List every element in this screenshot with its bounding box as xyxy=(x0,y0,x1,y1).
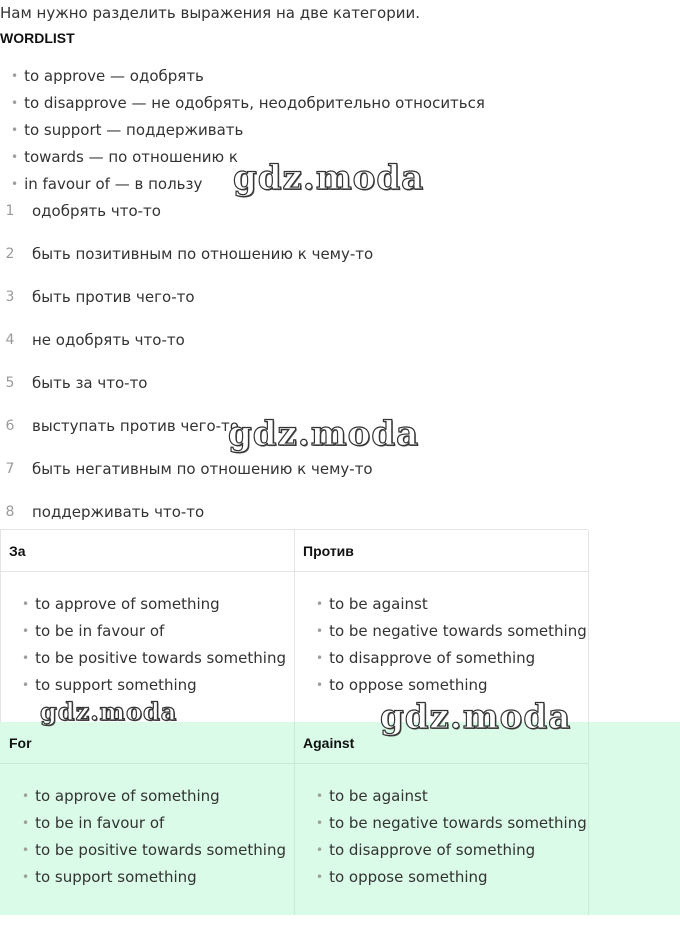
wordlist-item: • to support — поддерживать xyxy=(11,121,243,139)
wordlist-item: • to disapprove — не одобрять, неодобрительно относиться xyxy=(11,94,485,112)
task-text: одобрять что-то xyxy=(32,202,161,220)
task-text: быть негативным по отношению к чему-то xyxy=(32,460,373,478)
task-text: быть против чего-то xyxy=(32,288,195,306)
wordlist-item: • to approve — одобрять xyxy=(11,67,204,85)
wordlist-title: WORDLIST xyxy=(0,30,75,46)
wordlist-item: • towards — по отношению к xyxy=(11,148,238,166)
list-item: • to support something xyxy=(22,868,197,886)
list-item: • to disapprove of something xyxy=(316,841,535,859)
list-item: • to oppose something xyxy=(316,868,488,886)
task-number: 6 xyxy=(5,418,15,434)
list-item: • to approve of something xyxy=(22,595,220,613)
task-number: 3 xyxy=(5,289,15,305)
list-item: • to be in favour of xyxy=(22,814,164,832)
list-item: • to be positive towards something xyxy=(22,841,286,859)
list-item: • to be positive towards something xyxy=(22,649,286,667)
list-item: • to support something xyxy=(22,676,197,694)
list-item: • to be against xyxy=(316,787,428,805)
table-russian xyxy=(0,529,588,723)
task-number: 8 xyxy=(5,504,15,520)
list-item: • to oppose something xyxy=(316,676,488,694)
table-english xyxy=(0,722,680,915)
task-number: 1 xyxy=(5,203,15,219)
column-header-against: Against xyxy=(303,735,355,751)
watermark: gdz.moda xyxy=(380,697,572,737)
task-number: 2 xyxy=(5,246,15,262)
task-text: поддерживать что-то xyxy=(32,503,205,521)
task-text: быть за что-то xyxy=(32,374,148,392)
list-item: • to be negative towards something xyxy=(316,814,587,832)
task-text: выступать против чего-то xyxy=(32,417,239,435)
task-number: 5 xyxy=(5,375,15,391)
list-item: • to be in favour of xyxy=(22,622,164,640)
column-header-for-ru: За xyxy=(9,543,26,559)
list-item: • to approve of something xyxy=(22,787,220,805)
watermark: gdz.moda xyxy=(228,414,420,454)
column-header-for: For xyxy=(9,735,32,751)
list-item: • to be against xyxy=(316,595,428,613)
intro-text: Нам нужно разделить выражения на две категории. xyxy=(0,4,420,22)
watermark: gdz.moda xyxy=(40,697,178,726)
watermark: gdz.moda xyxy=(233,158,425,198)
task-text: не одобрять что-то xyxy=(32,331,185,349)
column-header-against-ru: Против xyxy=(303,543,354,559)
wordlist-item: • in favour of — в пользу xyxy=(11,175,202,193)
list-item: • to disapprove of something xyxy=(316,649,535,667)
task-text: быть позитивным по отношению к чему-то xyxy=(32,245,374,263)
task-number: 7 xyxy=(5,461,15,477)
list-item: • to be negative towards something xyxy=(316,622,587,640)
task-number: 4 xyxy=(5,332,15,348)
